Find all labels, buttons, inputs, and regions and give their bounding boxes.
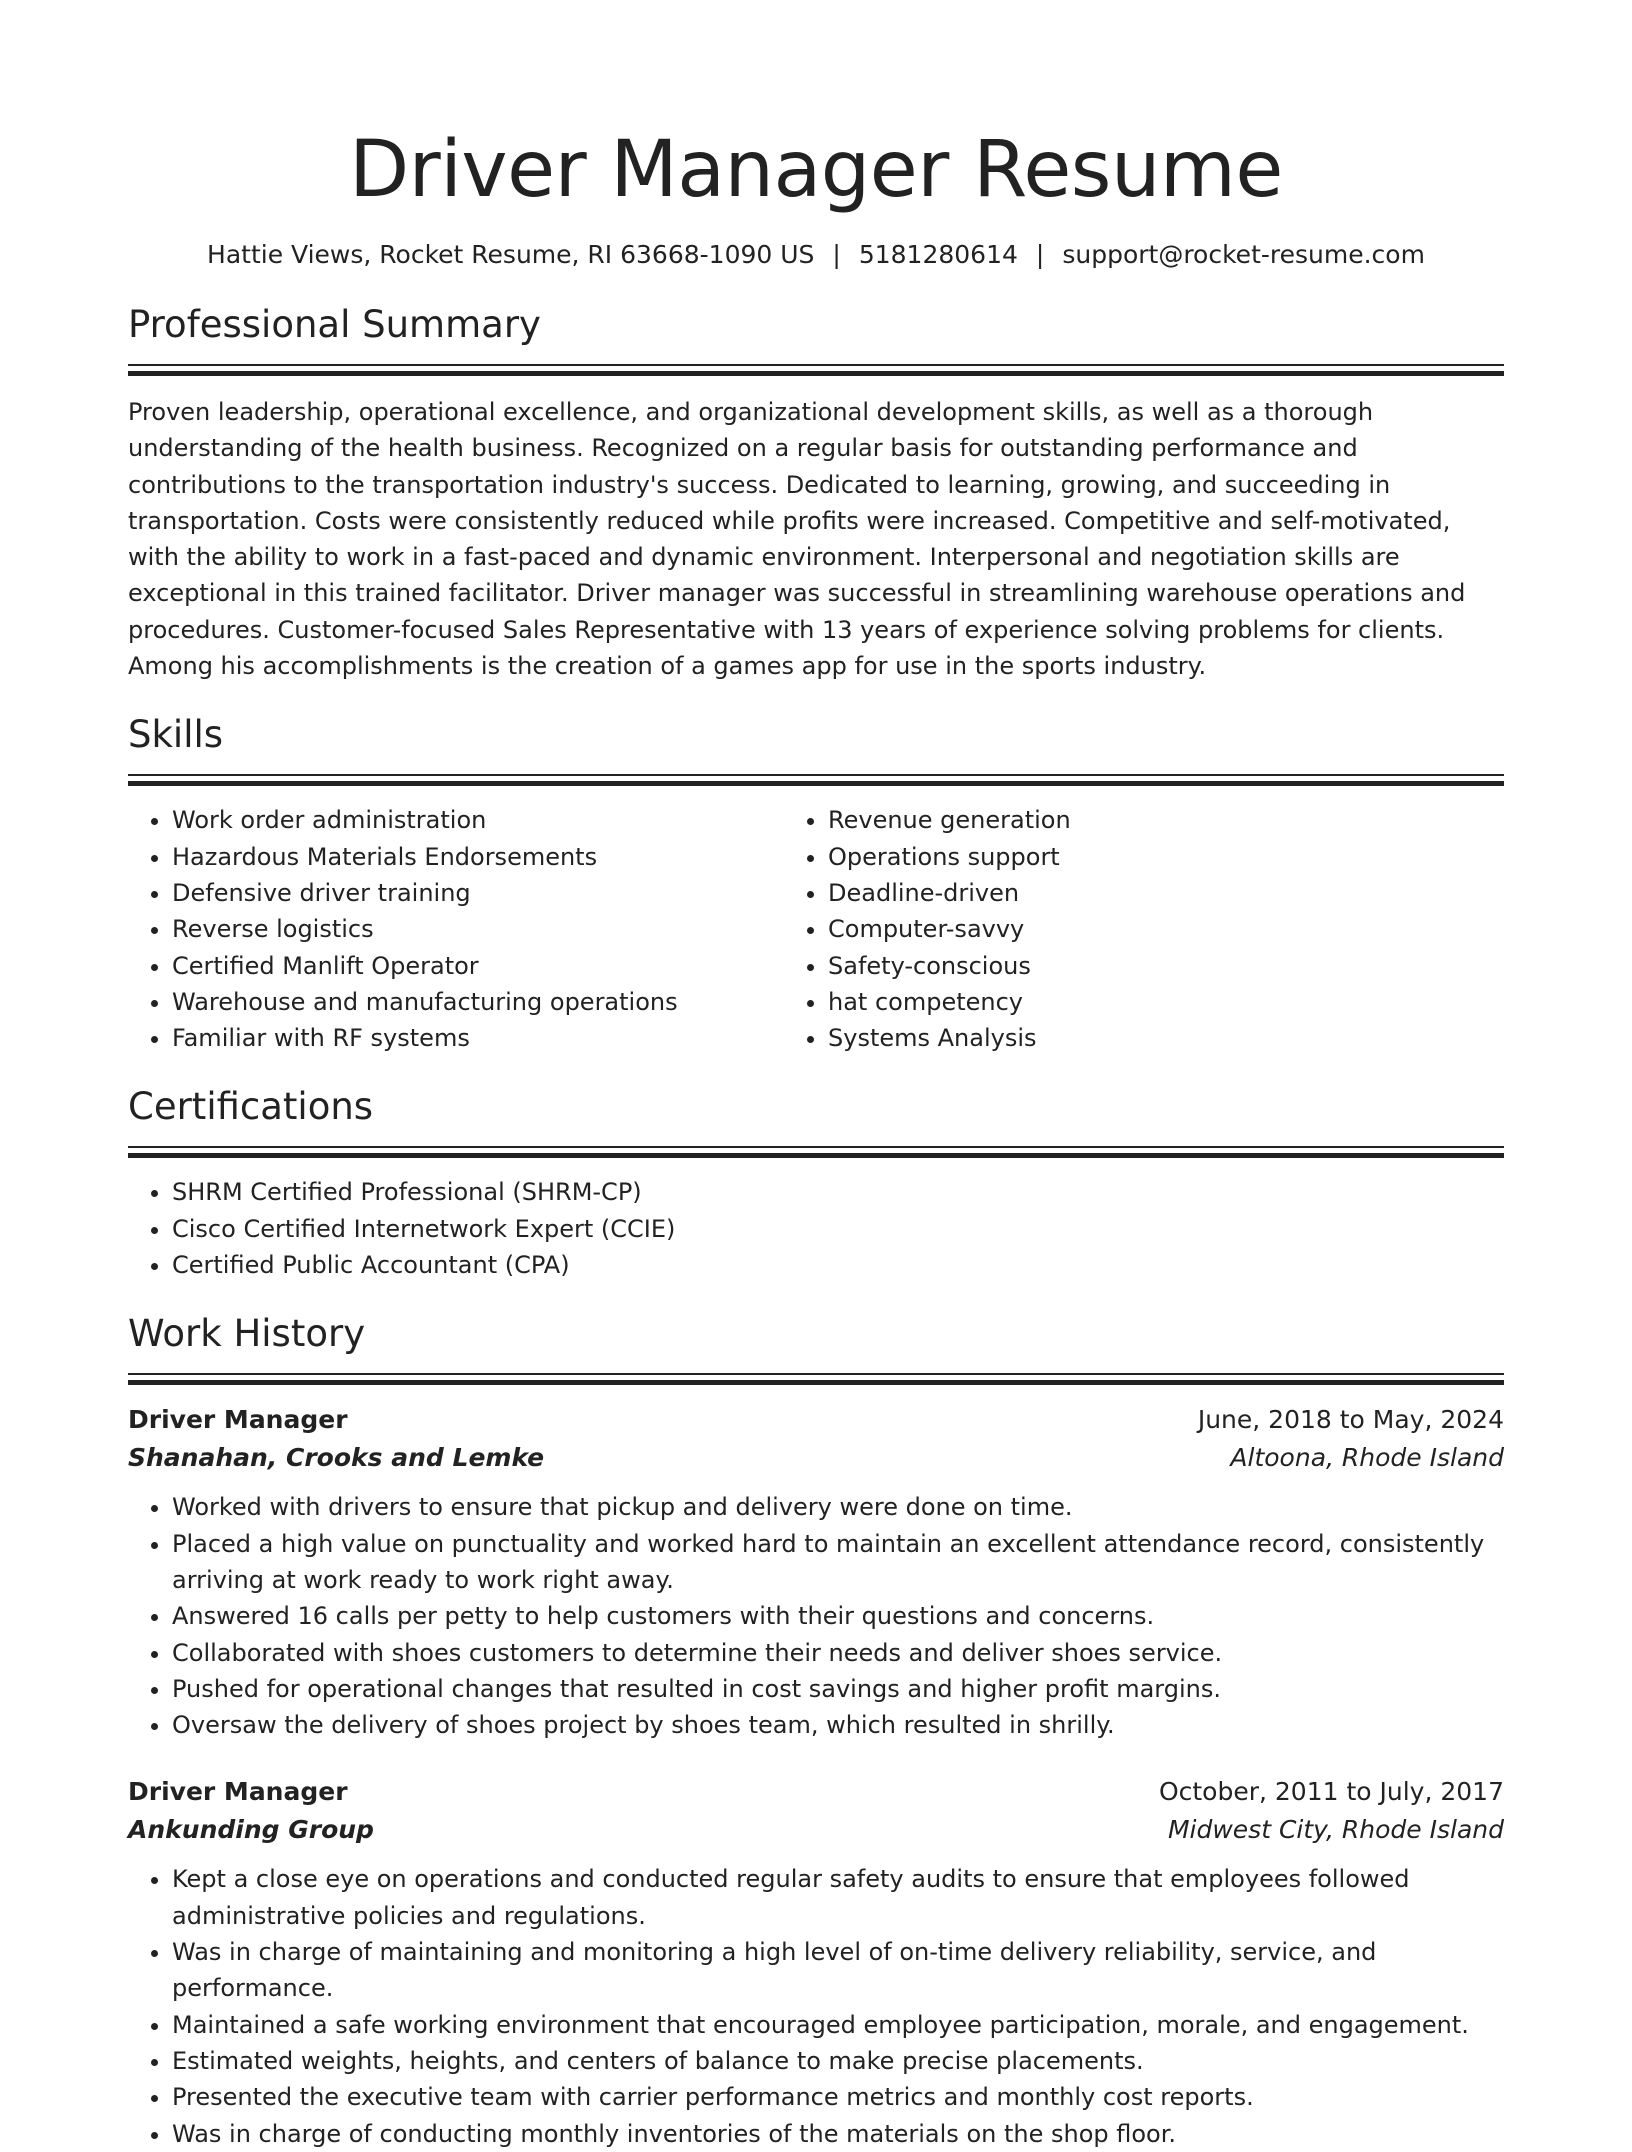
job-bullets — [128, 1861, 1504, 2151]
job-subheader — [128, 1811, 1504, 1849]
job-dates: October, 2011 to July, 2017 — [1158, 1777, 1504, 1807]
section-divider — [128, 1373, 1504, 1385]
job-header — [128, 1401, 1504, 1439]
resume-page — [128, 0, 1504, 2152]
section-divider — [128, 1146, 1504, 1158]
job-bullet: • Answered 16 calls per petty to help customers with their questions and concerns. — [172, 1598, 1504, 1634]
resume-title: Driver Manager Resume — [349, 125, 1283, 215]
job-bullet: • Was in charge of conducting monthly inventories of the materials on the shop floor. — [172, 2116, 1504, 2152]
section-title-skills: Skills — [128, 713, 224, 757]
section-title-certifications: Certifications — [128, 1085, 374, 1129]
certification-item: • Certified Public Accountant (CPA) — [172, 1247, 1504, 1283]
section-divider — [128, 364, 1504, 376]
job-bullet: • Was in charge of maintaining and monitoring a high level of on-time delivery reliability, service, and performance. — [172, 1934, 1504, 2007]
job-location: Midwest City, Rhode Island — [1167, 1815, 1504, 1845]
skill-item: • Revenue generation — [828, 802, 1396, 838]
job-company: Shanahan, Crooks and Lemke — [128, 1443, 545, 1473]
section-title-summary: Professional Summary — [128, 303, 541, 346]
job-location: Altoona, Rhode Island — [1230, 1443, 1504, 1473]
contact-separator: | — [1035, 240, 1045, 269]
contact-address: Hattie Views, Rocket Resume, RI 63668-1090 US — [207, 240, 815, 269]
contact-separator: | — [832, 240, 841, 269]
skills-list-right — [762, 802, 1396, 1056]
skills-list-left — [128, 802, 762, 1056]
skill-item: • Defensive driver training — [172, 875, 762, 911]
job-bullet: • Maintained a safe working environment that encouraged employee participation, morale, and engagement. — [172, 2007, 1504, 2043]
certifications-section — [128, 1084, 1504, 1283]
job-bullet: • Presented the executive team with carrier performance metrics and monthly cost reports. — [172, 2079, 1504, 2115]
skill-item: • Familiar with RF systems — [172, 1020, 762, 1056]
contact-phone[interactable]: 5181280614 — [858, 240, 1018, 269]
job-bullet: • Oversaw the delivery of shoes project by shoes team, which resulted in shrilly. — [172, 1707, 1504, 1743]
job-bullets — [128, 1489, 1504, 1743]
skill-item: • Operations support — [828, 839, 1396, 875]
skill-item: • Systems Analysis — [828, 1020, 1396, 1056]
skills-section — [128, 712, 1504, 1056]
skill-item: • Hazardous Materials Endorsements — [172, 839, 762, 875]
work-history-section — [128, 1311, 1504, 2151]
skill-item: • Work order administration — [172, 802, 762, 838]
job-subheader — [128, 1439, 1504, 1477]
skill-item: • Certified Manlift Operator — [172, 948, 762, 984]
certification-item: • SHRM Certified Professional (SHRM-CP) — [172, 1174, 1504, 1210]
skill-item: • Deadline-driven — [828, 875, 1396, 911]
job-entry — [128, 1401, 1504, 1743]
job-header — [128, 1773, 1504, 1811]
job-bullet: • Placed a high value on punctuality and worked hard to maintain an excellent attendance record, consistently arriving at work ready to work right away. — [172, 1526, 1504, 1599]
certifications-list — [128, 1174, 1504, 1283]
job-bullet: • Kept a close eye on operations and conducted regular safety audits to ensure that employees followed administrative policies and regulations. — [172, 1861, 1504, 1934]
certification-item: • Cisco Certified Internetwork Expert (CCIE) — [172, 1211, 1504, 1247]
skill-item: • Computer-savvy — [828, 911, 1396, 947]
job-bullet: • Pushed for operational changes that resulted in cost savings and higher profit margins. — [172, 1671, 1504, 1707]
job-dates: June, 2018 to May, 2024 — [1197, 1405, 1504, 1435]
job-entry — [128, 1773, 1504, 2151]
section-divider — [128, 774, 1504, 786]
job-title: Driver Manager — [128, 1405, 348, 1435]
skill-item: • Warehouse and manufacturing operations — [172, 984, 762, 1020]
summary-section — [128, 302, 1504, 684]
contact-line — [128, 238, 1504, 272]
contact-email[interactable]: support@rocket-resume.com — [1062, 240, 1425, 269]
skill-item: • Safety-conscious — [828, 948, 1396, 984]
skill-item: • hat competency — [828, 984, 1396, 1020]
job-bullet: • Collaborated with shoes customers to determine their needs and deliver shoes service. — [172, 1635, 1504, 1671]
skills-grid — [128, 786, 1504, 1056]
job-bullet: • Worked with drivers to ensure that pickup and delivery were done on time. — [172, 1489, 1504, 1525]
job-title: Driver Manager — [128, 1777, 348, 1807]
job-company: Ankunding Group — [128, 1815, 374, 1845]
skill-item: • Reverse logistics — [172, 911, 762, 947]
job-bullet: • Estimated weights, heights, and centers of balance to make precise placements. — [172, 2043, 1504, 2079]
summary-text: Proven leadership, operational excellence, and organizational development skills, as well as a thorough understanding of the health business. Recognized on a regular basis for outstanding performance and contributions to the transportation industry's success. Dedicated to learning, growing, and succeeding in transportation. Costs were consistently reduced while profits were increased. Competitive and self-motivated, with the ability to work in a fast-paced and dynamic environment. Interpersonal and negotiation skills are exceptional in this trained facilitator. Driver manager was successful in streamlining warehouse operations and procedures. Customer-focused Sales Representative with 13 years of experience solving problems for clients. Among his accomplishments is the creation of a games app for use in the sports industry. — [128, 398, 1466, 681]
section-title-work-history: Work History — [128, 1312, 366, 1356]
